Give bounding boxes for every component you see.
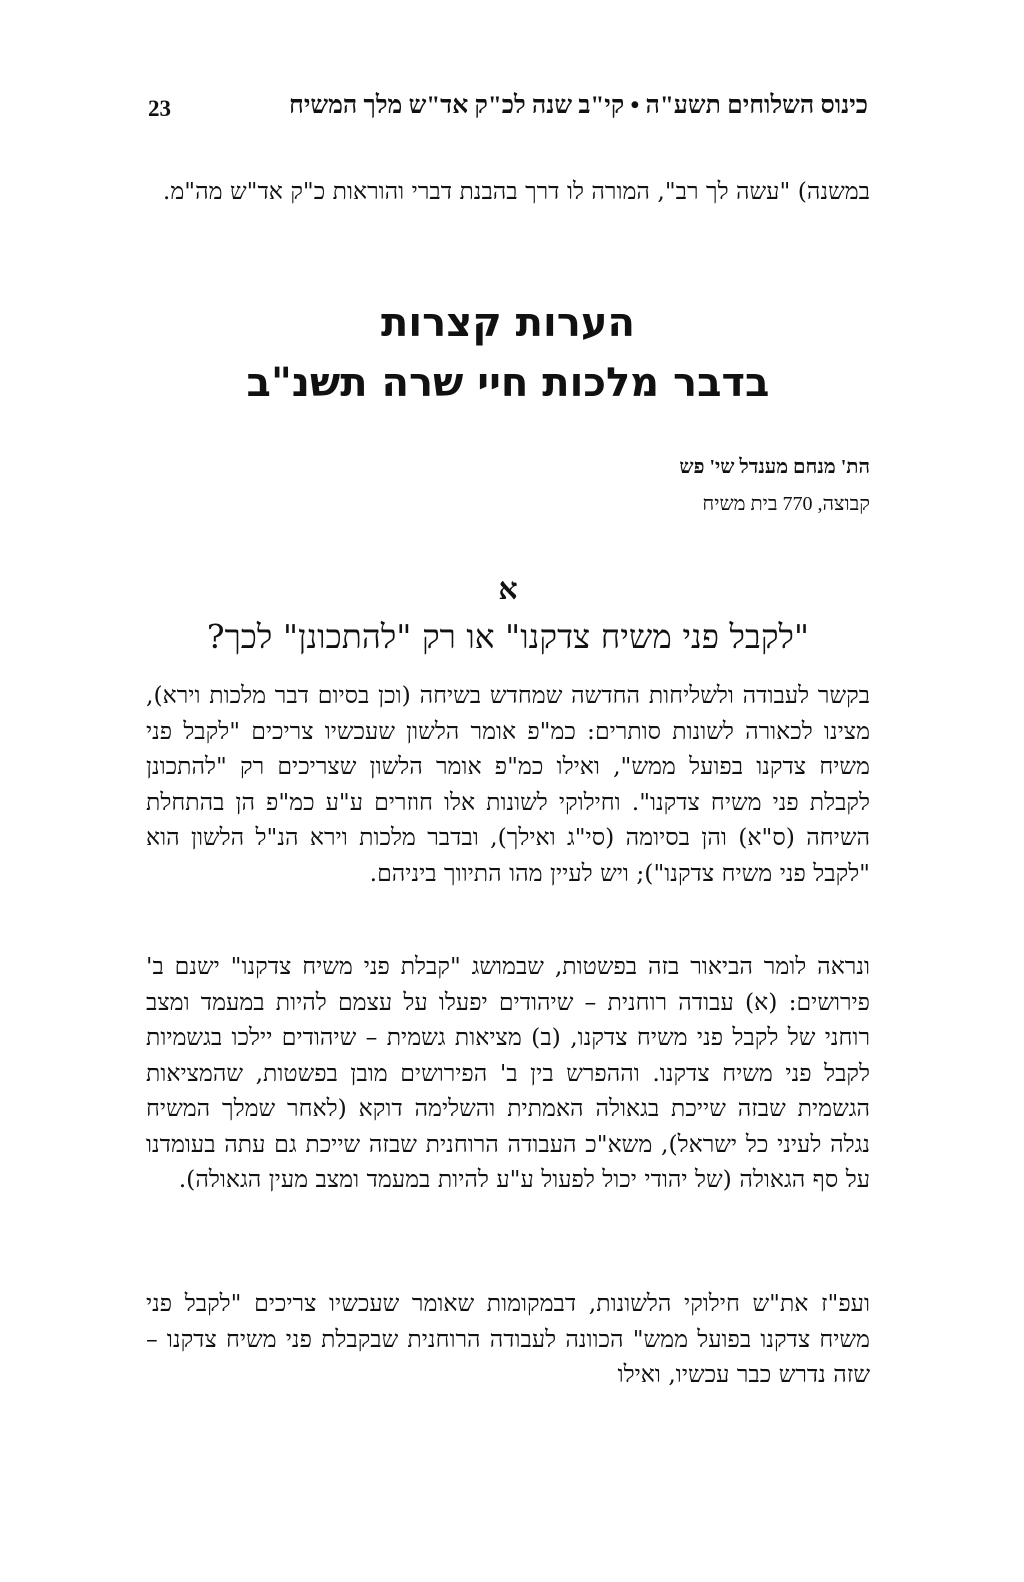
- body-paragraph-3: ועפ"ז את"ש חילוקי הלשונות, דבמקומות שאומר שעכשיו צריכים "לקבל פני משיח צדקנו בפועל ממש" הכוונה לעבודה הרוחנית שבקבלת פני משיח צדקנו – שזה נדרש כבר עכשיו, ואילו: [146, 1289, 870, 1388]
- body-paragraph-1: בקשר לעבודה ולשליחות החדשה שמחדש בשיחה (וכן בסיום דבר מלכות וירא), מצינו לכאורה לשונות סותרים: כמ"פ אומר הלשון שעכשיו צריכים "לקבל פני משיח צדקנו בפועל ממש", ואילו כמ"פ אומר הלשון שצריכים רק "להתכונן לקבלת פני משיח צדקנו". וחילוקי לשונות אלו חוזרים ע"ע כמ"פ הן בהתחלת השיחה (ס"א) והן בסיומה (סי"ג ואילך), ובדבר מלכות וירא הנ"ל הלשון הוא "לקבל פני משיח צדקנו"); ויש לעיין מהו התיווך ביניהם.: [146, 681, 870, 887]
- intro-paragraph: במשנה) "עשה לך רב", המורה לו דרך בהבנת דברי והוראות כ"ק אד"ש מה"מ.: [162, 177, 870, 205]
- running-header-title: כינוס השלוחים תשע"ה • קי"ב שנה לכ"ק אד"ש מלך המשיח: [289, 92, 868, 119]
- article-title: [146, 293, 870, 413]
- author-affiliation: קבוצה, 770 בית משיח: [702, 493, 870, 515]
- page-number: 23: [148, 96, 171, 121]
- body-paragraph-2: ונראה לומר הביאור בזה בפשטות, שבמושג "קבלת פני משיח צדקנו" ישנם ב' פירושים: (א) עבודה רוחנית – שיהודים יפעלו על עצמם להיות במעמד ומצב רוחני של לקבל פני משיח צדקנו, (ב) מציאות גשמית – שיהודים יילכו בגשמיות לקבל פני משיח צדקנו. וההפרש בין ב' הפירושים מובן בפשטות, שהמציאות הגשמית שבזה שייכת בגאולה האמתית והשלימה דוקא (לאחר שמלך המשיח נגלה לעיני כל ישראל), משא"כ העבודה הרוחנית שבזה שייכת גם עתה בעומדנו על סף הגאולה (של יהודי יכול לפעול ע"ע להיות במעמד ומצב מעין הגאולה).: [146, 952, 870, 1193]
- article-title-line-2: בדבר מלכות חיי שרה תשנ"ב: [246, 360, 770, 406]
- section-heading: "לקבל פני משיח צדקנו" או רק "להתכונן" לכך?: [206, 617, 810, 656]
- section-letter: א: [498, 572, 518, 607]
- author-name: הת' מנחם מענדל שי' פש: [679, 456, 870, 478]
- running-header: [148, 92, 868, 132]
- article-title-line-1: הערות קצרות: [381, 300, 635, 346]
